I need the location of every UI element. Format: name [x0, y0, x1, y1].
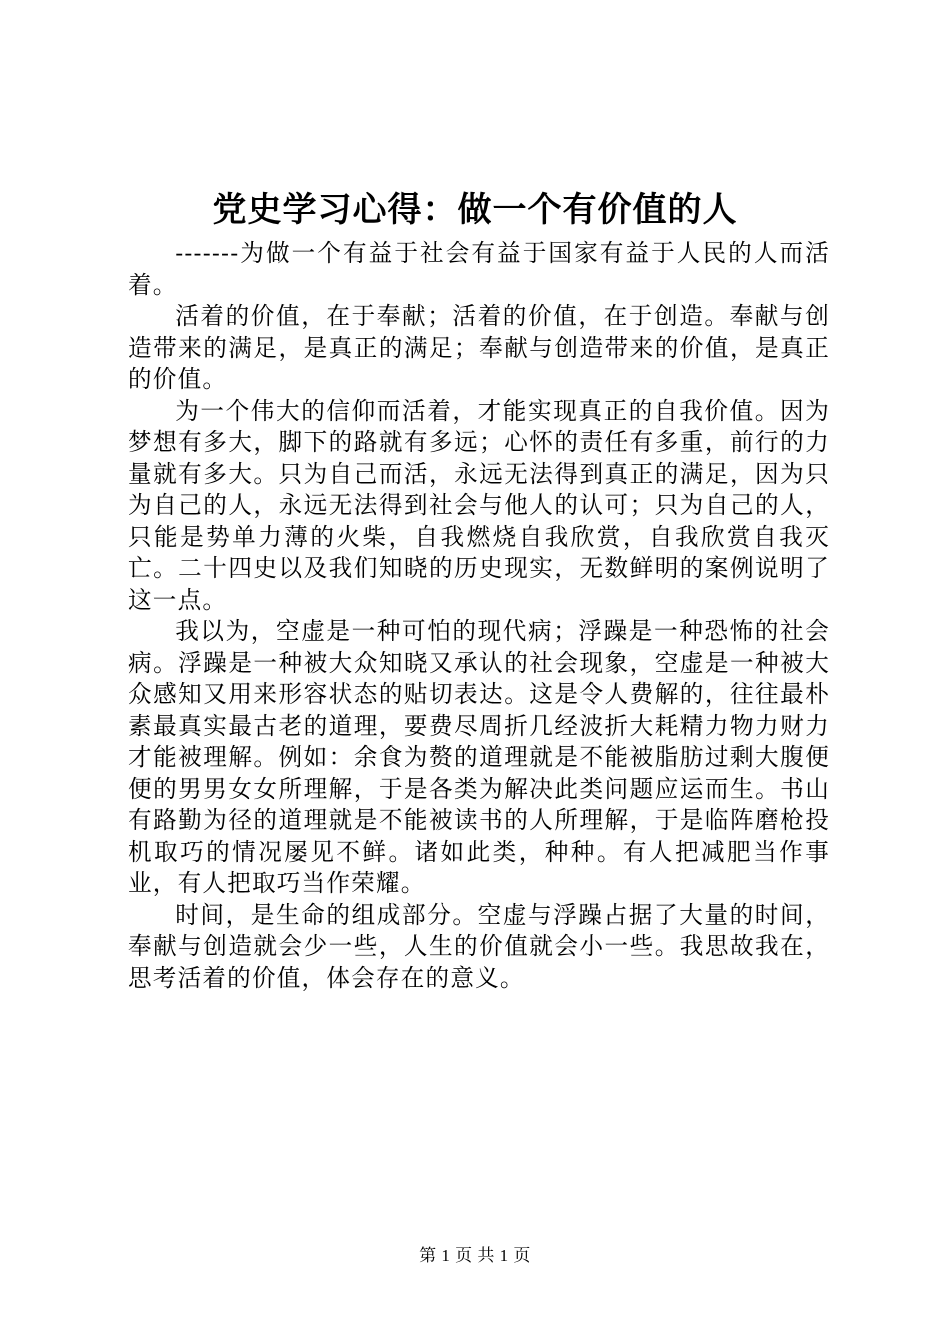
document-title: 党史学习心得：做一个有价值的人: [212, 190, 738, 230]
page-footer: 第 1 页 共 1 页: [419, 1246, 531, 1265]
paragraph-2: 为一个伟大的信仰而活着，才能实现真正的自我价值。因为梦想有多大，脚下的路就有多远；心怀的责任有多重，前行的力量就有多大。只为自己而活，永远无法得到真正的满足，因为只为自己的人，永远无法得到社会与他人的认可；只为自己的人，只能是势单力薄的火柴，自我燃烧自我欣赏，自我欣赏自我灭亡。二十四史以及我们知晓的历史现实，无数鲜明的案例说明了这一点。: [128, 396, 830, 614]
paragraph-4: 时间，是生命的组成部分。空虚与浮躁占据了大量的时间，奉献与创造就会少一些，人生的价值就会小一些。我思故我在，思考活着的价值，体会存在的意义。: [128, 900, 830, 992]
document-body: [128, 238, 830, 994]
paragraph-subtitle: -------为做一个有益于社会有益于国家有益于人民的人而活着。: [128, 239, 830, 299]
paragraph-3: 我以为，空虚是一种可怕的现代病；浮躁是一种恐怖的社会病。浮躁是一种被大众知晓又承认的社会现象，空虚是一种被大众感知又用来形容状态的贴切表达。这是令人费解的，往往最朴素最真实最古老的道理，要费尽周折几经波折大耗精力物力财力才能被理解。例如：余食为赘的道理就是不能被脂肪过剩大腹便便的男男女女所理解，于是各类为解决此类问题应运而生。书山有路勤为径的道理就是不能被读书的人所理解，于是临阵磨枪投机取巧的情况屡见不鲜。诸如此类，种种。有人把减肥当作事业，有人把取巧当作荣耀。: [128, 617, 830, 897]
paragraph-1: 活着的价值，在于奉献；活着的价值，在于创造。奉献与创造带来的满足，是真正的满足；奉献与创造带来的价值，是真正的价值。: [128, 302, 830, 393]
